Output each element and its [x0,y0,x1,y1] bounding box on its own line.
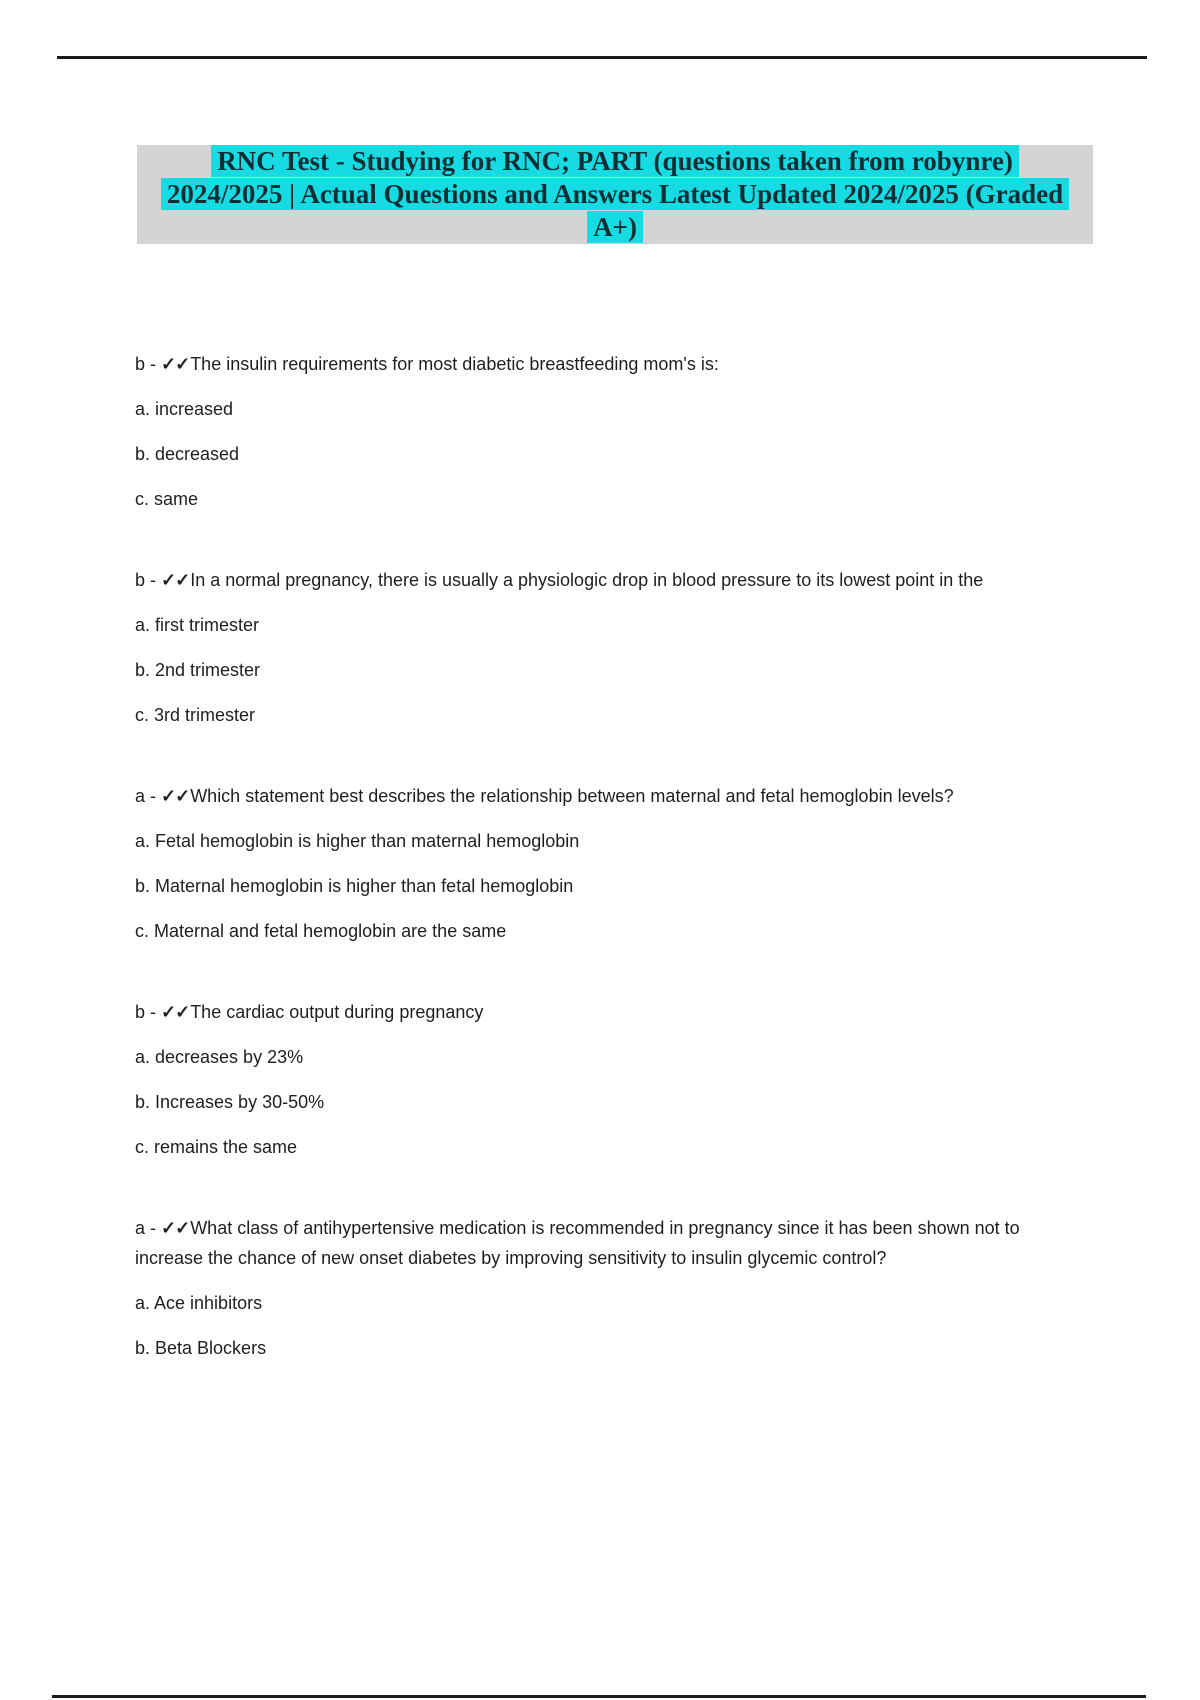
question-block [135,349,1068,514]
options-group [135,394,1068,514]
answer-letter: b [135,1002,146,1022]
options-group [135,610,1068,730]
question-block [135,781,1068,946]
option-text: b. Increases by 30-50% [135,1092,325,1112]
title-highlight: A+) [587,211,643,243]
question-text [135,997,1068,1027]
checkmark-icon: ✓✓ [161,354,190,374]
answer-separator: - [145,786,162,806]
question-body: What class of antihypertensive medication is recommended in pregnancy since it has been shown not to increase the chance of new onset diabetes by improving sensitivity to insulin glycemic control? [135,1218,1020,1268]
option-text: c. same [135,489,199,509]
answer-letter: b [135,570,146,590]
checkmark-icon: ✓✓ [161,1002,190,1022]
question-body: In a normal pregnancy, there is usually a physiologic drop in blood pressure to its lowest point in the [190,570,984,590]
options-group [135,826,1068,946]
title-line [137,178,1093,211]
title-line [137,145,1093,178]
question-text [135,349,1068,379]
answer-letter: a [135,786,146,806]
questions-list [135,349,1068,1414]
question-text [135,781,1068,811]
option-text: a. first trimester [135,615,260,635]
answer-letter: b [135,354,146,374]
title-highlight: RNC Test - Studying for RNC; PART (questions taken from robynre) [211,145,1019,177]
question-body: The cardiac output during pregnancy [190,1002,484,1022]
answer-separator: - [145,570,162,590]
answer-separator: - [145,1002,162,1022]
option-text: c. 3rd trimester [135,705,256,725]
bottom-divider-line [52,1695,1146,1698]
option-text: a. Fetal hemoglobin is higher than maternal hemoglobin [135,831,580,851]
question-text [135,1213,1068,1273]
top-divider-line [57,56,1147,59]
question-body: The insulin requirements for most diabetic breastfeeding mom's is: [190,354,719,374]
question-block [135,565,1068,730]
option-text: a. increased [135,399,234,419]
question-body: Which statement best describes the relationship between maternal and fetal hemoglobin levels? [190,786,954,806]
option-text: c. Maternal and fetal hemoglobin are the same [135,921,507,941]
answer-letter: a [135,1218,146,1238]
option-text: b. Beta Blockers [135,1338,267,1358]
option-text: c. remains the same [135,1137,298,1157]
option-text: a. Ace inhibitors [135,1293,263,1313]
options-group [135,1288,1068,1363]
answer-separator: - [145,1218,162,1238]
checkmark-icon: ✓✓ [161,786,190,806]
option-text: b. decreased [135,444,240,464]
checkmark-icon: ✓✓ [161,570,190,590]
option-text: a. decreases by 23% [135,1047,304,1067]
question-text [135,565,1068,595]
title-line [137,211,1093,244]
checkmark-icon: ✓✓ [161,1218,190,1238]
answer-separator: - [145,354,162,374]
option-text: b. Maternal hemoglobin is higher than fetal hemoglobin [135,876,574,896]
option-text: b. 2nd trimester [135,660,261,680]
document-title [137,145,1093,244]
options-group [135,1042,1068,1162]
question-block [135,997,1068,1162]
title-highlight: 2024/2025 | Actual Questions and Answers Latest Updated 2024/2025 (Graded [161,178,1069,210]
question-block [135,1213,1068,1363]
